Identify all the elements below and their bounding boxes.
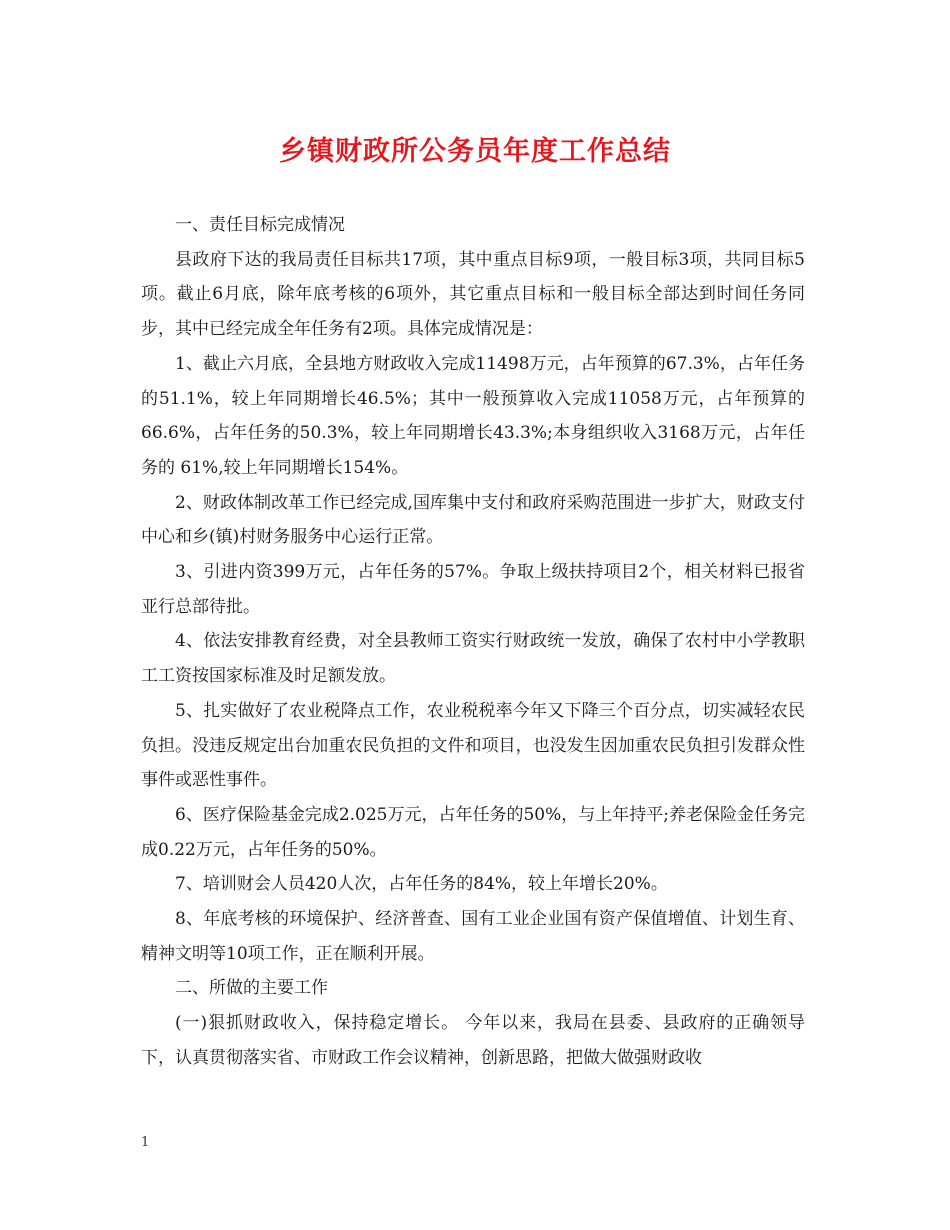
paragraph: (一)狠抓财政收入，保持稳定增长。 今年以来，我局在县委、县政府的正确领导下，认真贯彻落实省、市财政工作会议精神，创新思路，把做大做强财政收 (141, 1013, 805, 1068)
list-item-2: 2、财政体制改革工作已经完成,国库集中支付和政府采购范围进一步扩大，财政支付中心和乡(镇)村财务服务中心运行正常。 (141, 492, 805, 548)
section-heading-1: 一、责任目标完成情况 (175, 215, 345, 235)
section-heading-2: 二、所做的主要工作 (175, 978, 328, 999)
list-item-8: 8、年底考核的环境保护、经济普查、国有工业企业国有资产保值增值、计划生育、精神文明等10项工作，正在顺利开展。 (141, 909, 805, 964)
list-item-6: 6、医疗保险基金完成2.025万元，占年任务的50%，与上年持平;养老保险金任务完成0.22万元，占年任务的50%。 (141, 804, 805, 860)
list-item-4: 4、依法安排教育经费，对全县教师工资实行财政统一发放，确保了农村中小学教职工工资按国家标准及时足额发放。 (141, 631, 805, 687)
list-item-5: 5、扎实做好了农业税降点工作，农业税税率今年又下降三个百分点，切实减轻农民负担。没违反规定出台加重农民负担的文件和项目，也没发生因加重农民负担引发群众性事件或恶性事件。 (141, 700, 805, 791)
page-number: 1 (141, 1135, 150, 1150)
list-item-1: 1、截止六月底，全县地方财政收入完成11498万元，占年预算的67.3%，占年任务的51.1%，较上年同期增长46.5%；其中一般预算收入完成11058万元，占年预算的66.6%，占年任务的50.3%，较上年同期增长43.3%;本身组织收入3168万元，占年任务的 61%,较上年同期增长154%。 (141, 353, 805, 478)
list-item-3: 3、引进内资399万元，占年任务的57%。争取上级扶持项目2个，相关材料已报省亚行总部待批。 (141, 562, 805, 617)
document-title: 乡镇财政所公务员年度工作总结 (279, 136, 671, 167)
document-body (141, 208, 805, 1076)
paragraph: 县政府下达的我局责任目标共17项，其中重点目标9项，一般目标3项，共同目标5项。截止6月底，除年底考核的6项外，其它重点目标和一般目标全部达到时间任务同步，其中已经完成全年任务有2项。具体完成情况是： (141, 249, 805, 340)
list-item-7: 7、培训财会人员420人次，占年任务的84%，较上年增长20%。 (175, 874, 668, 895)
